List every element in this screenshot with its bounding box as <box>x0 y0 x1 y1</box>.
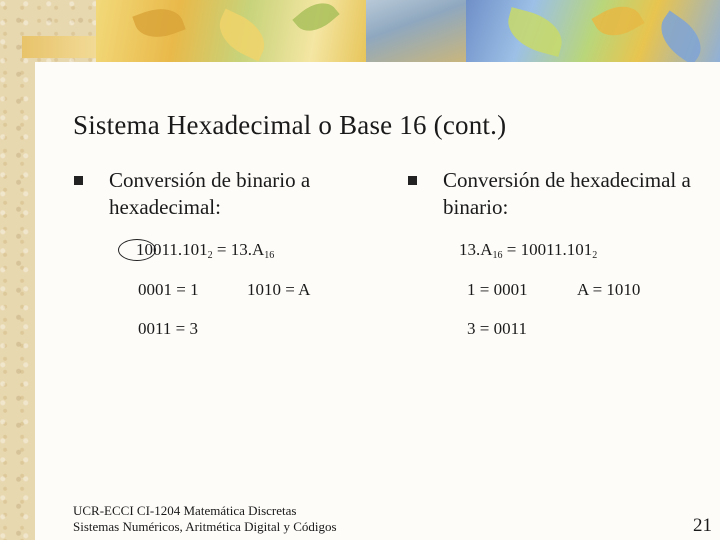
right-eq-rhs-base: 2 <box>592 250 598 261</box>
left-eq-3: 0011 = 3 <box>138 319 198 338</box>
right-eq-rhs: = 10011.101 <box>506 240 593 259</box>
right-main-equation <box>459 240 597 261</box>
right-eq-1: 1 = 0001 <box>467 280 528 299</box>
page-number: 21 <box>693 515 712 536</box>
left-bullet-text: Conversión de binario a hexadecimal: <box>109 168 311 219</box>
footer-course: UCR-ECCI CI-1204 Matemática Discretas <box>73 503 297 518</box>
left-eq-lhs: 10011.101 <box>136 240 208 259</box>
right-eq-3: 3 = 0011 <box>467 319 527 338</box>
left-main-equation <box>136 240 274 261</box>
footer-topic: Sistemas Numéricos, Aritmética Digital y Códigos <box>73 519 337 534</box>
bullet-square-icon <box>74 176 83 185</box>
slide-title: Sistema Hexadecimal o Base 16 (cont.) <box>73 110 507 140</box>
right-eq-lhs-base: 16 <box>492 250 503 261</box>
left-eq-2: 1010 = A <box>247 280 311 299</box>
autumn-leaf-banner <box>96 0 720 62</box>
right-bullet-text: Conversión de hexadecimal a binario: <box>443 168 691 219</box>
bullet-square-icon <box>408 176 417 185</box>
right-eq-lhs: 13.A <box>459 240 493 259</box>
banner-panel-mid <box>366 0 466 62</box>
left-eq-lhs-base: 2 <box>207 250 213 261</box>
left-eq-rhs-base: 16 <box>264 250 275 261</box>
decorative-strip <box>22 36 102 58</box>
right-eq-2: A = 1010 <box>577 280 641 299</box>
left-eq-1: 0001 = 1 <box>138 280 199 299</box>
left-eq-rhs: = 13.A <box>216 240 265 259</box>
